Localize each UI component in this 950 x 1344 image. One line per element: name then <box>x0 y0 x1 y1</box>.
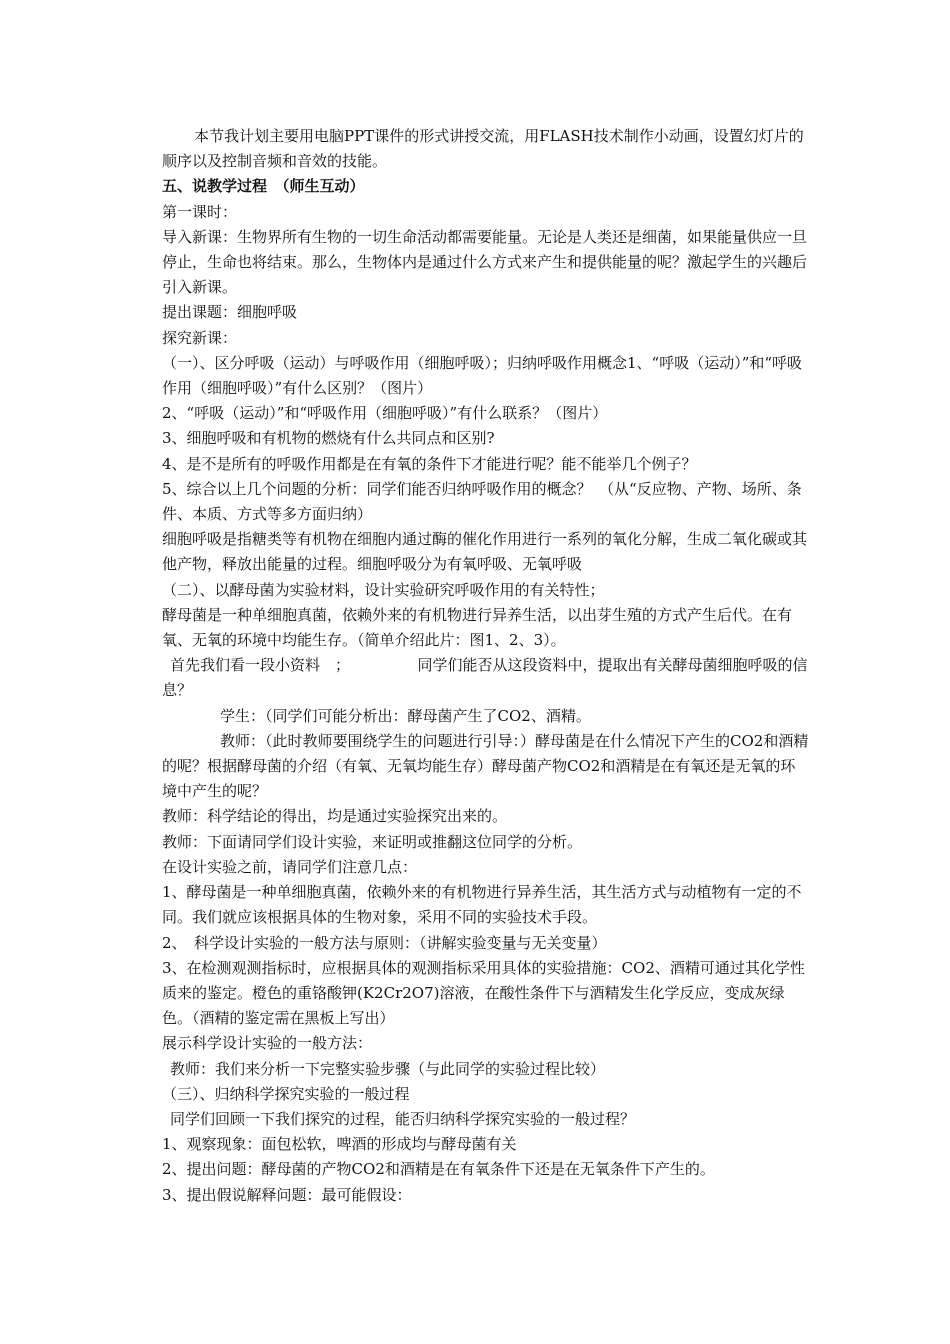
list-item: 2、提出问题：酵母菌的产物CO2和酒精是在有氧条件下还是在无氧条件下产生的。 <box>162 1160 715 1179</box>
document-body <box>162 124 810 1208</box>
list-item: 5、综合以上几个问题的分析：同学们能否归纳呼吸作用的概念？ （从“反应物、产物、场所、条件、本质、方式等多方面归纳） <box>162 479 802 524</box>
list-item: 3、提出假说解释问题：最可能假设： <box>162 1185 412 1204</box>
paragraph-method: 展示科学设计实验的一般方法： <box>162 1034 373 1053</box>
list-item: 1、观察现象：面包松软，啤酒的形成均与酵母菌有关 <box>162 1135 517 1154</box>
paragraph-intro: 本节我计划主要用电脑PPT课件的形式讲授交流，用FLASH技术制作小动画，设置幻灯片的顺序以及控制音频和音效的技能。 <box>162 127 804 171</box>
list-item: 3、在检测观测指标时，应根据具体的观测指标采用具体的实验措施：CO2、酒精可通过其化学性质来的鉴定。橙色的重铬酸钾(K2Cr2O7)溶液，在酸性条件下与酒精发生化学反应，变成灰绿色。（酒精的鉴定需在黑板上写出） <box>162 958 805 1028</box>
section-heading: 五、说教学过程 （师生互动） <box>162 177 365 196</box>
subsection-one: （一）、区分呼吸（运动）与呼吸作用（细胞呼吸）；归纳呼吸作用概念1、“呼吸（运动）”和“呼吸作用（细胞呼吸）”有什么区别？（图片） <box>162 353 803 398</box>
paragraph-new-lesson: 导入新课：生物界所有生物的一切生命活动都需要能量。无论是人类还是细菌，如果能量供应一旦停止，生命也将结束。那么，生物体内是通过什么方式来产生和提供能量的呢？激起学生的兴趣后引入新课。 <box>162 227 808 297</box>
list-item: 2、“呼吸（运动）”和“呼吸作用（细胞呼吸）”有什么联系？（图片） <box>162 404 608 423</box>
paragraph-yeast: 酵母菌是一种单细胞真菌，依赖外来的有机物进行异养生活，以出芽生殖的方式产生后代。在有氧、无氧的环境中均能生存。（简单介绍此片：图1、2、3）。 <box>162 605 793 650</box>
list-item: 2、 科学设计实验的一般方法与原则：（讲解实验变量与无关变量） <box>162 933 607 952</box>
paragraph-topic: 提出课题：细胞呼吸 <box>162 303 298 322</box>
paragraph-teacher-design: 教师：下面请同学们设计实验，来证明或推翻这位同学的分析。 <box>162 832 583 851</box>
subsection-two: （二）、以酵母菌为实验材料，设计实验研究呼吸作用的有关特性； <box>162 580 605 599</box>
paragraph-teacher: 教师：（此时教师要围绕学生的问题进行引导：）酵母菌是在什么情况下产生的CO2和酒精的呢？根据酵母菌的介绍（有氧、无氧均能生存）酵母菌产物CO2和酒精是在有氧还是无氧的环境中产生的呢？ <box>162 731 809 801</box>
lesson-label: 第一课时： <box>162 202 238 221</box>
list-item: 1、酵母菌是一种单细胞真菌，依赖外来的有机物进行异养生活，其生活方式与动植物有一定的不同。我们就应该根据具体的生物对象，采用不同的实验技术手段。 <box>162 883 802 927</box>
paragraph-teacher-steps: 教师：我们来分析一下完整实验步骤（与此同学的实验过程比较） <box>170 1059 606 1078</box>
paragraph-teacher-conclusion: 教师：科学结论的得出，均是通过实验探究出来的。 <box>162 807 508 826</box>
paragraph-material: 首先我们看一段小资料 ； 同学们能否从这段资料中，提取出有关酵母菌细胞呼吸的信息？ <box>162 656 808 700</box>
paragraph-explore: 探究新课： <box>162 328 238 347</box>
list-item: 4、是不是所有的呼吸作用都是在有氧的条件下才能进行呢？能不能举几个例子？ <box>162 454 697 473</box>
paragraph-definition: 细胞呼吸是指糖类等有机物在细胞内通过酶的催化作用进行一系列的氧化分解，生成二氧化碳或其他产物，释放出能量的过程。细胞呼吸分为有氧呼吸、无氧呼吸 <box>162 530 808 574</box>
subsection-three: （三）、归纳科学探究实验的一般过程 <box>162 1084 410 1103</box>
paragraph-review: 同学们回顾一下我们探究的过程，能否归纳科学探究实验的一般过程？ <box>170 1109 636 1128</box>
paragraph-student: 学生：（同学们可能分析出：酵母菌产生了CO2、酒精。 <box>220 706 591 725</box>
list-item: 3、细胞呼吸和有机物的燃烧有什么共同点和区别? <box>162 429 495 448</box>
paragraph-notes: 在设计实验之前，请同学们注意几点： <box>162 857 418 876</box>
